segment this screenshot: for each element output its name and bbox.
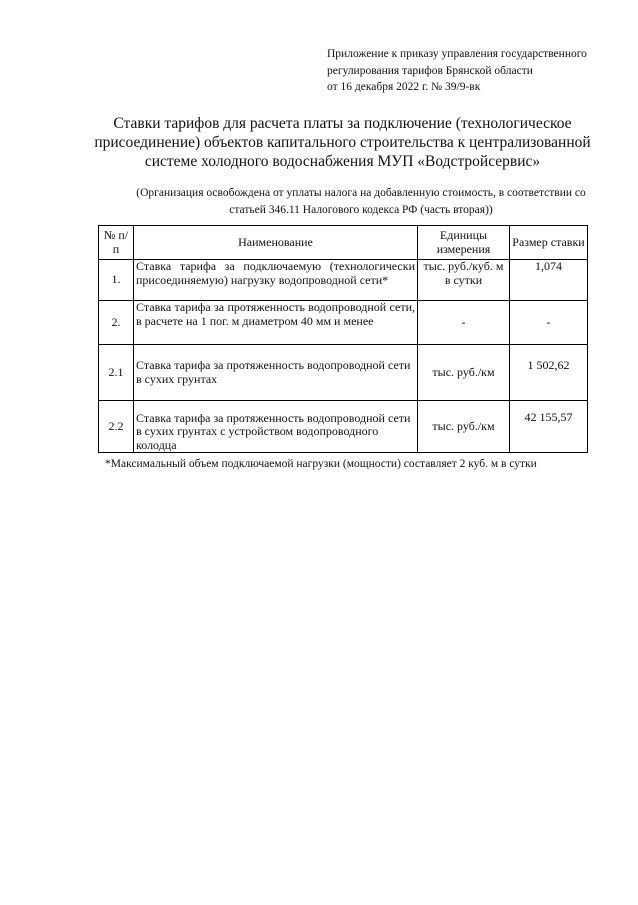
appendix-line-1: Приложение к приказу управления государственного <box>327 48 587 60</box>
row-num: 2. <box>99 301 134 345</box>
document-title <box>60 114 625 171</box>
table-row <box>99 401 588 453</box>
appendix-line-3: от 16 декабря 2022 г. № 39/9-вк <box>327 81 481 93</box>
table-header-row <box>99 226 588 260</box>
tariff-table <box>98 225 588 453</box>
row-rate: 1 502,62 <box>510 345 588 401</box>
title-line-2: присоединение) объектов капитального строительства к централизованной <box>94 134 591 151</box>
appendix-line-2: регулирования тарифов Брянской области <box>327 64 533 77</box>
vat-note-line-1: (Организация освобождена от уплаты налога на добавленную стоимость, в соответствии со <box>136 187 586 199</box>
row-num: 2.2 <box>99 401 134 453</box>
vat-note <box>112 185 610 218</box>
header-unit: Единицы измерения <box>418 226 510 260</box>
row-num: 1. <box>99 260 134 301</box>
row-name: Ставка тарифа за протяженность водопроводной сети, в расчете на 1 пог. м диаметром 40 мм и менее <box>134 301 418 345</box>
row-num: 2.1 <box>99 345 134 401</box>
row-name: Ставка тарифа за подключаемую (технологически присоединяемую) нагрузку водопроводной сети* <box>134 260 418 301</box>
row-name: Ставка тарифа за протяженность водопроводной сети в сухих грунтах с устройством водопроводного колодца <box>134 401 418 453</box>
row-unit: тыс. руб./куб. м в сутки <box>418 260 510 301</box>
appendix-header <box>327 46 627 96</box>
title-line-3: системе холодного водоснабжения МУП «Водстройсервис» <box>144 153 541 170</box>
row-rate: 42 155,57 <box>510 401 588 453</box>
row-rate: 1,074 <box>510 260 588 301</box>
table-row <box>99 260 588 301</box>
row-name: Ставка тарифа за протяженность водопроводной сети в сухих грунтах <box>134 345 418 401</box>
vat-note-line-2: статьей 346.11 Налогового кодекса РФ (часть вторая)) <box>229 203 493 216</box>
footnote: *Максимальный объем подключаемой нагрузки (мощности) составляет 2 куб. м в сутки <box>105 458 537 470</box>
row-rate: - <box>510 301 588 345</box>
header-num: № п/п <box>99 226 134 260</box>
header-name: Наименование <box>134 226 418 260</box>
title-line-1: Ставки тарифов для расчета платы за подключение (технологическое <box>113 115 572 132</box>
table-row <box>99 345 588 401</box>
row-unit: тыс. руб./км <box>418 401 510 453</box>
row-unit: тыс. руб./км <box>418 345 510 401</box>
header-rate: Размер ставки <box>510 226 588 260</box>
row-unit: - <box>418 301 510 345</box>
table-row <box>99 301 588 345</box>
